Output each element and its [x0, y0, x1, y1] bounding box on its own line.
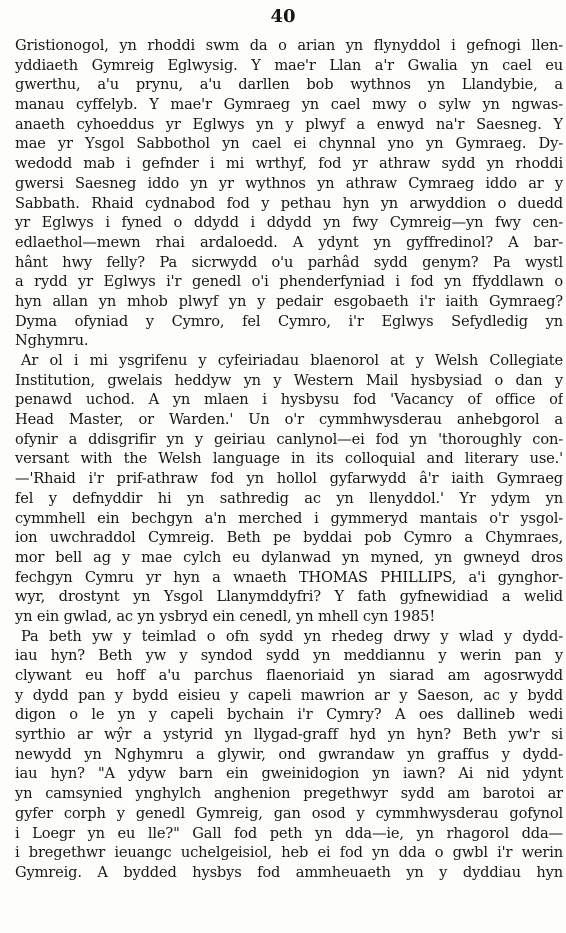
text-line: penawd uchod. A yn mlaen i hysbysu fod 'Vacancy of office of	[15, 391, 563, 409]
text-line: digon o le yn y capeli bychain i'r Cymry? A oes dallineb wedi	[15, 706, 563, 724]
text-line: Ar ol i mi ysgrifenu y cyfeiriadau blaenorol at y Welsh Collegiate	[21, 352, 563, 369]
text-line: cymmhell ein bechgyn a'n merched i gymmeryd mantais o'r ysgol-	[15, 509, 563, 527]
text-line: gwersi Saesneg iddo yn yr wythnos yn athraw Cymraeg iddo ar y	[15, 174, 563, 192]
text-line: Nghymru.	[15, 332, 89, 350]
text-line: Institution, gwelais heddyw yn y Western Mail hysbysiad o dan y	[15, 371, 563, 389]
text-line: Pa beth yw y teimlad o ofn sydd yn rhedeg drwy y wlad y dydd-	[21, 627, 563, 645]
text-line: yn camsynied ynghylch anghenion pregethwyr sydd am barotoi ar	[15, 785, 563, 803]
text-line: Dyma ofyniad y Cymro, fel Cymro, i'r Eglwys Sefydledig yn	[15, 312, 563, 330]
text-line: yn ein gwlad, ac yn ysbryd ein cenedl, yn mhell cyn 1985!	[15, 607, 436, 625]
text-line: newydd yn Nghymru a glywir, ond gwrandaw yn graffus y dydd-	[15, 745, 563, 763]
text-line: wyr, drostynt yn Ysgol Llanymddyfri? Y fath gyfnewidiad a welid	[15, 588, 563, 606]
text-line: ofynir a ddisgrifir yn y geiriau canlynol—ei fod yn 'thoroughly con-	[15, 430, 563, 448]
text-line: y dydd pan y bydd eisieu y capeli mawrion ar y Saeson, ac y bydd	[15, 686, 563, 704]
text-line: mae yr Ysgol Sabbothol yn cael ei chynnal yno yn Gymraeg. Dy-	[15, 135, 563, 153]
text-line: Gymreig. A bydded hysbys fod ammheuaeth yn y dyddiau hyn	[15, 863, 563, 881]
text-line: i bregethwr ieuangc uchelgeisiol, heb ei fod yn dda o gwbl i'r werin	[15, 844, 563, 862]
body-text	[15, 36, 563, 883]
text-line: —'Rhaid i'r prif-athraw fod yn hollol gyfarwydd â'r iaith Gymraeg	[15, 470, 563, 488]
text-line: anaeth cyhoeddus yr Eglwys yn y plwyf a enwyd na'r Saesneg. Y	[15, 115, 563, 133]
text-line: i Loegr yn eu lle?" Gall fod peth yn dda—ie, yn rhagorol dda—	[15, 824, 563, 842]
text-line: versant with the Welsh language in its colloquial and literary use.'	[15, 450, 563, 468]
text-line: mor bell ag y mae cylch eu dylanwad yn myned, yn gwneyd dros	[15, 548, 563, 566]
text-line: fel y defnyddir hi yn sathredig ac yn llenyddol.' Yr ydym yn	[15, 489, 563, 507]
text-line: yr Eglwys i fyned o ddydd i ddydd yn fwy Cymreig—yn fwy cen-	[15, 214, 563, 232]
text-line: Head Master, or Warden.' Un o'r cymmhwysderau anhebgorol a	[15, 411, 563, 429]
text-line: gwerthu, a'u prynu, a'u darllen bob wythnos yn Llandybie, a	[15, 76, 563, 94]
text-line: ion uwchraddol Cymreig. Beth pe byddai pob Cymro a Chymraes,	[15, 529, 563, 547]
text-line: gyfer corph y genedl Gymreig, gan osod y cymmhwysderau gofynol	[15, 804, 563, 822]
text-line: wedodd mab i gefnder i mi wrthyf, fod yr athraw sydd yn rhoddi	[15, 155, 563, 173]
text-line: hânt hwy felly? Pa sicrwydd o'u parhâd sydd genym? Pa wystl	[15, 253, 563, 271]
text-line: iau hyn? Beth yw y syndod sydd yn meddiannu y werin pan y	[15, 647, 563, 665]
text-line: Sabbath. Rhaid cydnabod fod y pethau hyn yn arwyddion o duedd	[15, 194, 563, 212]
text-line: manau cyffelyb. Y mae'r Gymraeg yn cael mwy o sylw yn ngwas-	[15, 96, 563, 114]
text-line: edlaethol—mewn rhai ardaloedd. A ydynt yn gyffredinol? A bar-	[15, 233, 563, 251]
text-line: Gristionogol, yn rhoddi swm da o arian yn flynyddol i gefnogi llen-	[15, 37, 563, 54]
text-line: clywant eu hoff a'u parchus flaenoriaid yn siarad am agosrwydd	[15, 667, 563, 684]
text-line: a rydd yr Eglwys i'r genedl o'i phenderfyniad i fod yn ffyddlawn o	[15, 273, 563, 291]
page-number: 40	[270, 6, 296, 27]
text-line: syrthio ar wŷr a ystyrid yn llygad-graff hyd yn hyn? Beth yw'r si	[15, 726, 563, 744]
text-line: fechgyn Cymru yr hyn a wnaeth THOMAS PHILLIPS, a'i gynghor-	[15, 568, 563, 586]
text-line: iau hyn? "A ydyw barn ein gweinidogion yn iawn? Ai nid ydynt	[15, 765, 563, 783]
text-line: yddiaeth Gymreig Eglwysig. Y mae'r Llan a'r Gwalia yn cael eu	[15, 56, 563, 74]
text-line: hyn allan yn mhob plwyf yn y pedair esgobaeth i'r iaith Gymraeg?	[15, 292, 563, 310]
